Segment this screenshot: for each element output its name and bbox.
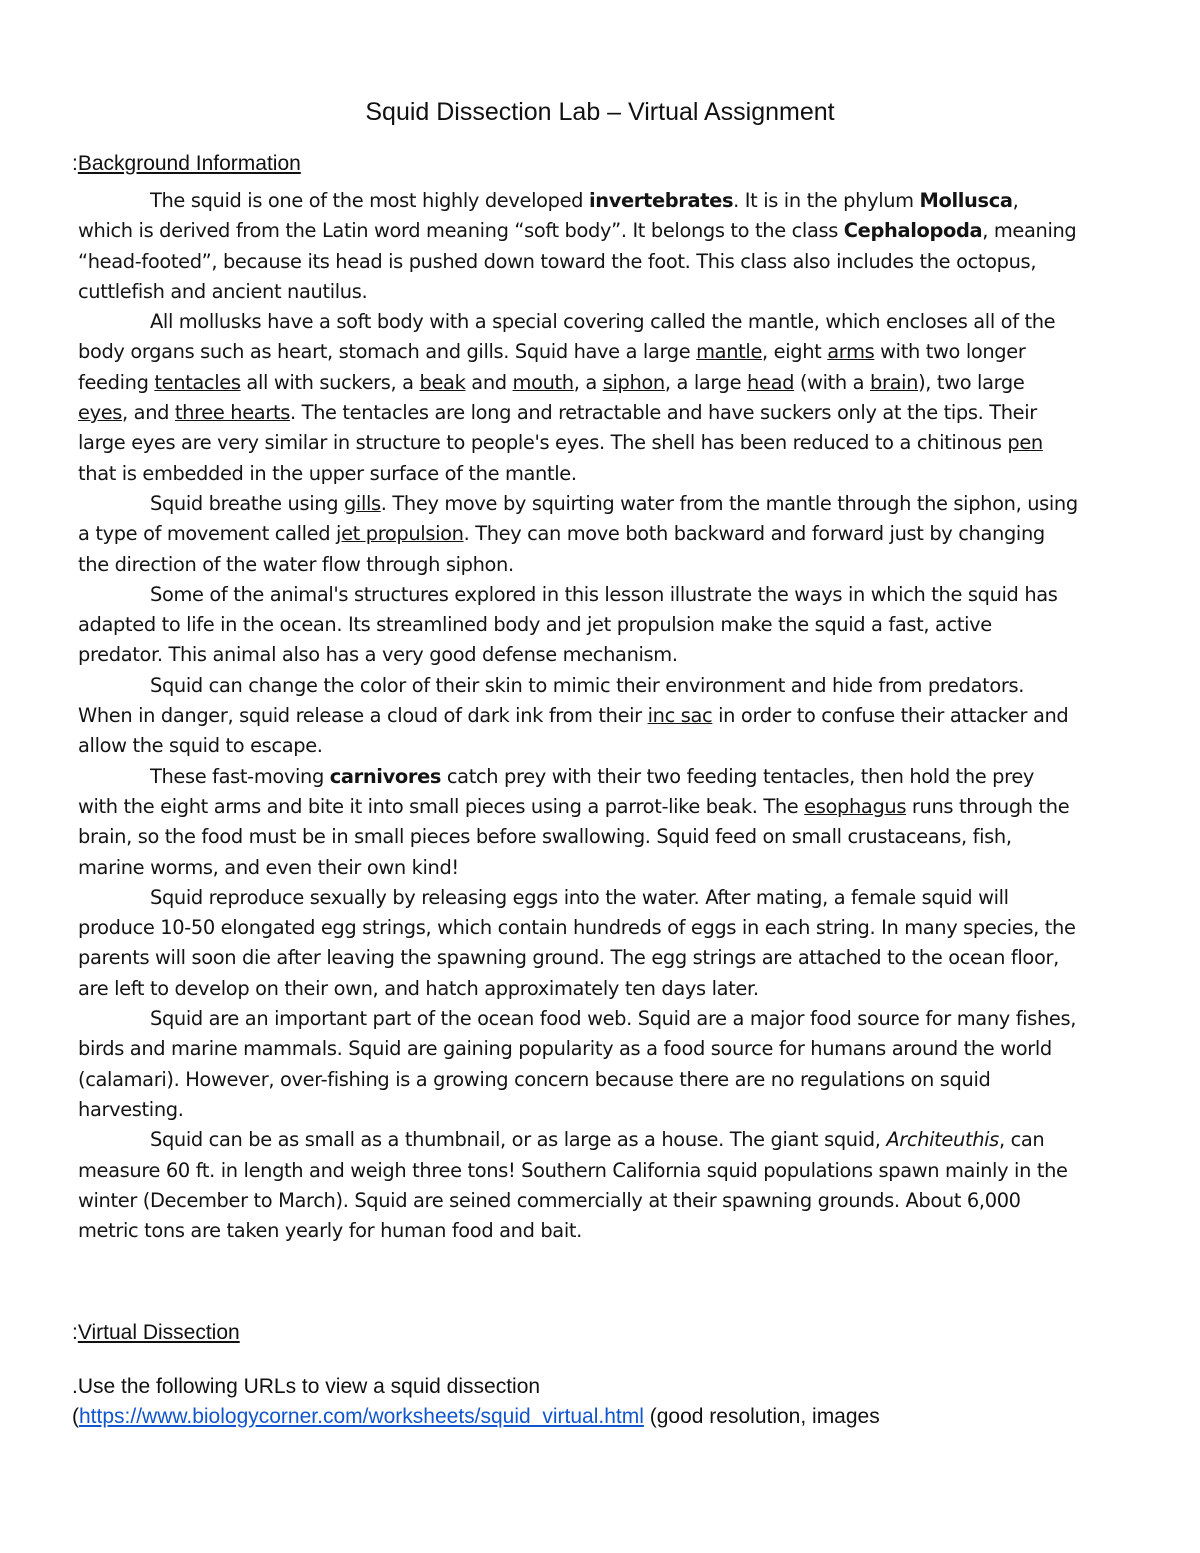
term-esophagus: esophagus (804, 794, 907, 818)
paragraph-size (78, 1125, 1078, 1246)
background-heading (72, 152, 301, 176)
term-cephalopoda: Cephalopoda (843, 219, 983, 243)
url-instruction: .Use the following URLs to view a squid dissection (72, 1375, 541, 1398)
term-jet-propulsion: jet propulsion (336, 522, 464, 546)
text-run: with two longer feeding (78, 340, 1026, 394)
term-brain: brain (870, 370, 919, 394)
term-beak: beak (419, 370, 466, 394)
term-mollusca: Mollusca (919, 189, 1013, 212)
background-heading-label: Background Information (77, 152, 301, 175)
text-run: ), two large (918, 370, 1025, 394)
background-body (78, 186, 1078, 1246)
paragraph-adaptation: Some of the animal's structures explored in this lesson illustrate the ways in which the squid has adapted to life in the ocean. Its streamlined body and jet propulsion make the squid a fast, active predator. This animal also has a very good defense mechanism. (78, 582, 1058, 667)
term-pen: pen (1007, 431, 1043, 455)
text-run: that is embedded in the upper surface of the mantle. (78, 461, 577, 485)
paragraph-reproduction: Squid reproduce sexually by releasing eggs into the water. After mating, a female squid will produce 10-50 elongated egg strings, which contain hundreds of eggs in each string. In many species, the parents will soon die after leaving the spawning ground. The egg strings are attached to the ocean floor, are left to develop on their own, and hatch approximately ten days later. (78, 885, 1076, 1000)
text-run: . They can move both backward and forward just by changing the direction of the water flow through siphon. (78, 522, 1045, 576)
paragraph-breathing (78, 489, 1078, 580)
paragraph-defense (78, 671, 1078, 762)
term-mouth: mouth (512, 370, 574, 394)
text-run: Squid can be as small as a thumbnail, or as large as a house. The giant squid, (150, 1128, 887, 1152)
text-run: (with a (794, 370, 870, 394)
text-run: runs through the brain, so the food must be in small pieces before swallowing. Squid feed on small crustaceans, fish, marine worms, and even their own kind! (78, 794, 1070, 879)
paragraph-phylum (78, 186, 1078, 307)
term-inc-sac: inc sac (647, 704, 713, 728)
text-run: Squid breathe using (150, 491, 344, 515)
text-run: , meaning “head-footed”, because its head is pushed down toward the foot. This class also includes the octopus, cuttlefish and ancient nautilus. (78, 219, 1077, 303)
paragraph-anatomy (78, 307, 1078, 489)
text-run: All mollusks have a soft body with a special covering called the mantle, which encloses all of the body organs such as heart, stomach and gills. Squid have a large (78, 310, 1056, 364)
text-run: These fast-moving (150, 764, 330, 788)
term-three-hearts: three hearts (174, 401, 290, 425)
text-run: catch prey with their two feeding tentacles, then hold the prey with the eight arms and bite it into small pieces using a parrot-like beak. The (78, 764, 1035, 818)
term-architeuthis: Architeuthis (886, 1128, 999, 1152)
text-run: . They move by squirting water from the mantle through the siphon, using a type of movement called (78, 491, 1078, 546)
text-run: , can measure 60 ft. in length and weigh three tons! Southern California squid populations spawn mainly in the winter (December to March). Squid are seined commercially at their spawning grounds. About 6,000 metric tons are taken yearly for human food and bait. (78, 1128, 1068, 1243)
heading-prefix: : (72, 152, 78, 175)
term-siphon: siphon (602, 370, 665, 394)
term-arms: arms (827, 340, 875, 364)
text-run: Squid can change the color of their skin to mimic their environment and hide from predators. When in danger, squid release a cloud of dark ink from their (78, 673, 1025, 728)
text-run: . It is in the phylum (733, 189, 920, 212)
term-tentacles: tentacles (154, 370, 241, 394)
text-run: , a (573, 370, 603, 394)
text-run: all with suckers, a (240, 370, 420, 394)
biologycorner-link[interactable]: https://www.biologycorner.com/worksheets/squid_virtual.html (79, 1405, 644, 1428)
term-mantle: mantle (696, 340, 763, 364)
open-paren: ( (72, 1405, 79, 1428)
page-title: Squid Dissection Lab – Virtual Assignment (365, 98, 835, 126)
term-carnivores: carnivores (329, 764, 442, 788)
virtual-dissection-heading-label: Virtual Dissection (77, 1321, 240, 1344)
term-eyes: eyes (78, 401, 123, 425)
text-run: , eight (762, 340, 828, 364)
text-run: , which is derived from the Latin word meaning “soft body”. It belongs to the class (78, 189, 1019, 243)
heading-prefix: : (72, 1321, 78, 1344)
term-gills: gills (343, 491, 381, 515)
paragraph-feeding (78, 762, 1078, 883)
url-note: (good resolution, images (643, 1405, 880, 1428)
virtual-dissection-heading (72, 1321, 240, 1345)
paragraph-food-web: Squid are an important part of the ocean food web. Squid are a major food source for many fishes, birds and marine mammals. Squid are gaining popularity as a food source for humans around the world (calamari). However, over-fishing is a growing concern because there are no regulations on squid harvesting. (78, 1007, 1077, 1121)
text-run: The squid is one of the most highly developed (150, 189, 589, 212)
text-run: . The tentacles are long and retractable and have suckers only at the tips. Their large eyes are very similar in structure to people's eyes. The shell has been reduced to a chitinous (78, 401, 1037, 455)
text-run: , a large (664, 370, 748, 394)
url-line (72, 1405, 880, 1429)
text-run: in order to confuse their attacker and allow the squid to escape. (78, 704, 1069, 758)
text-run: , and (122, 401, 175, 425)
term-head: head (747, 370, 795, 394)
text-run: and (465, 370, 513, 394)
term-invertebrates: invertebrates (588, 189, 734, 212)
